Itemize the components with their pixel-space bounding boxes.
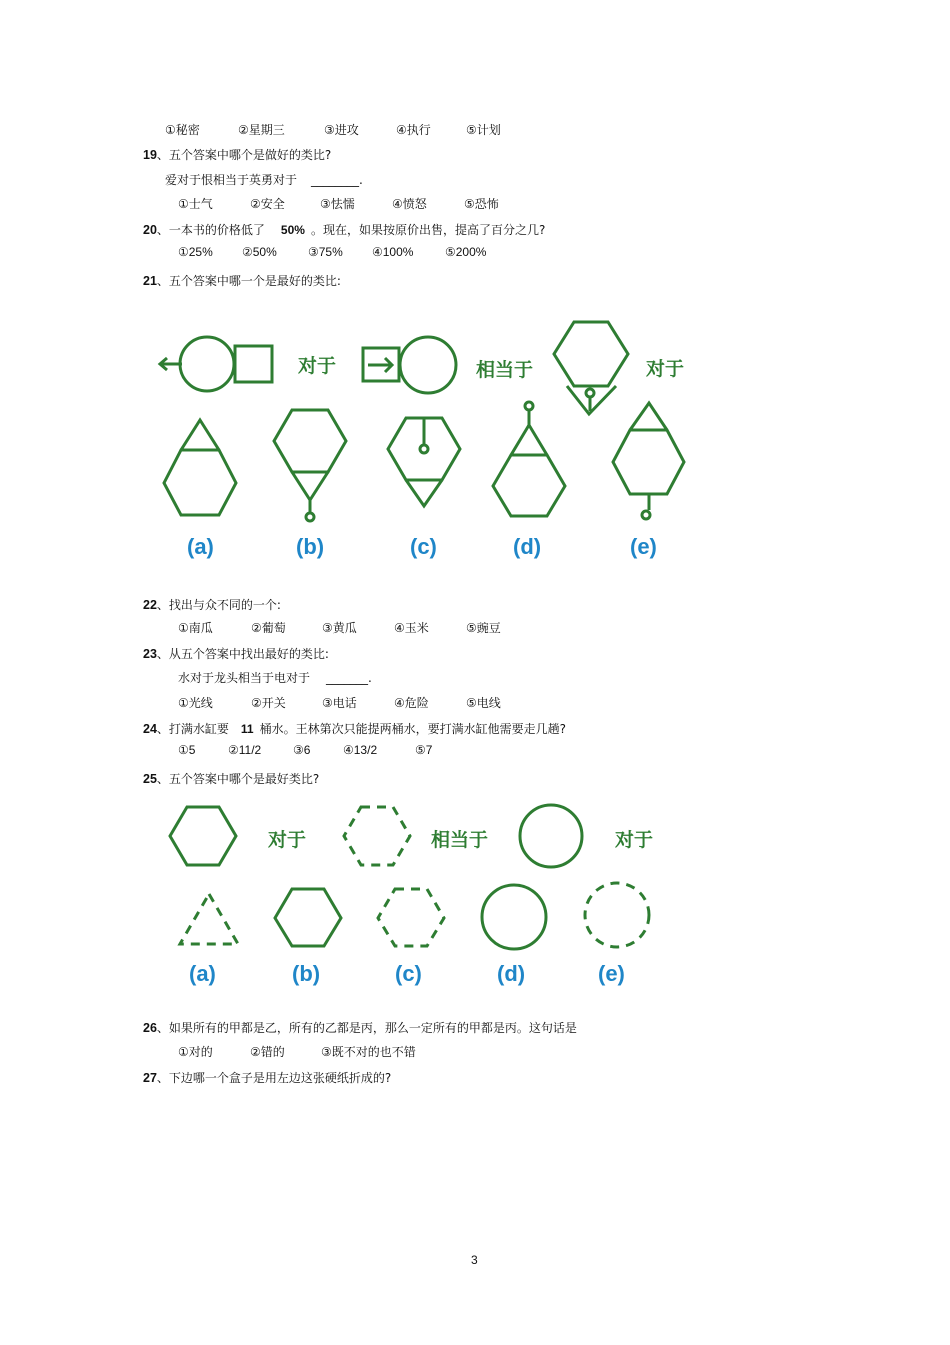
q24-option-2[interactable]: ②11/2 — [228, 743, 262, 757]
q26-option-1[interactable]: ①对的 — [178, 1045, 213, 1059]
q24-question — [143, 720, 566, 737]
q21-answer-c-figure — [388, 418, 460, 506]
q18-option-3[interactable]: ③进攻 — [324, 123, 359, 137]
q18-option-5[interactable]: ⑤计划 — [466, 123, 501, 137]
q19-question — [143, 146, 331, 163]
q23-option-2[interactable]: ②开关 — [251, 696, 286, 710]
q25-duiyu-1: 对于 — [268, 829, 307, 851]
q25-number: 25 — [143, 772, 157, 786]
q26-number: 26 — [143, 1021, 157, 1035]
q22-option-3[interactable]: ③黄瓜 — [322, 621, 357, 635]
q20-number: 20 — [143, 223, 157, 237]
q21-label-c[interactable]: (c) — [410, 534, 437, 559]
q25-label-b[interactable]: (b) — [292, 961, 321, 986]
q22-option-4[interactable]: ④玉米 — [394, 621, 429, 635]
q20-option-5[interactable]: ⑤200% — [445, 245, 487, 259]
q19-option-4[interactable]: ④愤怒 — [392, 197, 427, 211]
q23-blank: _______. — [326, 671, 372, 685]
q25-label-a[interactable]: (a) — [189, 961, 216, 986]
q25-label-c[interactable]: (c) — [395, 961, 422, 986]
q21-label-d[interactable]: (d) — [513, 534, 542, 559]
q23-option-3[interactable]: ③电话 — [322, 696, 357, 710]
q25-term-circle-solid — [520, 805, 582, 867]
q25-answer-a-figure — [180, 894, 238, 944]
q26-question — [143, 1019, 577, 1036]
q20-text-a: 、一本书的价格低了 — [156, 223, 265, 237]
q23-text: 、从五个答案中找出最好的类比: — [156, 647, 329, 661]
q25-label-d[interactable]: (d) — [497, 961, 526, 986]
q19-sub-text: 爱对于恨相当于英勇对于 — [165, 173, 298, 187]
q24-options — [178, 743, 432, 757]
q20-option-4[interactable]: ④100% — [372, 245, 414, 259]
q25-term-hexagon-solid — [170, 807, 236, 865]
q25-text: 、五个答案中哪个是最好类比? — [156, 772, 320, 786]
q21-xiangdangyu: 相当于 — [476, 359, 534, 381]
q19-option-3[interactable]: ③怯懦 — [320, 197, 355, 211]
q24-text-a: 、打满水缸要 — [156, 722, 229, 736]
q21-text: 、五个答案中哪一个是最好的类比: — [156, 274, 341, 288]
q24-number: 24 — [143, 722, 157, 736]
q26-options — [178, 1043, 416, 1060]
q20-text-b: 。现在，如果按原价出售，提高了百分之几? — [310, 223, 546, 237]
q22-options — [178, 619, 501, 636]
q22-option-5[interactable]: ⑤豌豆 — [466, 621, 501, 635]
q19-number: 19 — [143, 148, 157, 162]
q20-options — [178, 245, 486, 259]
q25-answer-d-figure — [482, 885, 546, 949]
q21-question — [143, 272, 341, 289]
q24-option-5[interactable]: ⑤7 — [415, 743, 433, 757]
q27-text: 、下边哪一个盒子是用左边这张硬纸折成的? — [156, 1071, 392, 1085]
q22-option-2[interactable]: ②葡萄 — [251, 621, 286, 635]
q18-option-2[interactable]: ②星期三 — [238, 123, 285, 137]
q21-duiyu-2: 对于 — [646, 358, 685, 380]
q23-option-1[interactable]: ①光线 — [178, 696, 213, 710]
q19-blank: ________. — [311, 173, 363, 187]
q23-question — [143, 645, 329, 662]
q25-label-e[interactable]: (e) — [598, 961, 625, 986]
q23-option-5[interactable]: ⑤电线 — [466, 696, 501, 710]
q25-duiyu-2: 对于 — [615, 829, 654, 851]
q20-option-3[interactable]: ③75% — [308, 245, 343, 259]
q22-option-1[interactable]: ①南瓜 — [178, 621, 213, 635]
q24-option-1[interactable]: ①5 — [178, 743, 196, 757]
q25-term-hexagon-dashed — [344, 807, 410, 865]
q21-answer-a-figure — [164, 420, 236, 515]
q21-answer-d-figure — [493, 402, 565, 516]
q25-question — [143, 770, 319, 787]
q20-option-1[interactable]: ①25% — [178, 245, 213, 259]
q26-option-3[interactable]: ③既不对的也不错 — [321, 1045, 416, 1059]
q25-figure — [0, 795, 950, 1005]
q21-label-e[interactable]: (e) — [630, 534, 657, 559]
q24-text-b: 桶水。王林第次只能提两桶水，要打满水缸他需要走几趟? — [259, 722, 566, 736]
q18-options — [165, 121, 501, 138]
q22-number: 22 — [143, 598, 157, 612]
q23-option-4[interactable]: ④危险 — [394, 696, 429, 710]
q20-option-2[interactable]: ②50% — [242, 245, 277, 259]
q24-value: 11 — [240, 722, 254, 736]
q25-answer-b-figure — [275, 889, 341, 946]
q21-answer-e-figure — [613, 403, 684, 519]
q23-number: 23 — [143, 647, 157, 661]
q20-value: 50% — [280, 223, 305, 237]
q20-question — [143, 221, 545, 238]
q19-option-2[interactable]: ②安全 — [250, 197, 285, 211]
q18-option-4[interactable]: ④执行 — [396, 123, 431, 137]
q19-sub — [165, 171, 363, 188]
q19-option-5[interactable]: ⑤恐怖 — [464, 197, 499, 211]
q21-figure — [0, 305, 950, 575]
q21-duiyu-1: 对于 — [298, 355, 337, 377]
q23-sub — [178, 669, 372, 686]
q22-question — [143, 596, 281, 613]
q22-text: 、找出与众不同的一个: — [156, 598, 281, 612]
q27-number: 27 — [143, 1071, 157, 1085]
q19-text: 、五个答案中哪个是做好的类比? — [156, 148, 332, 162]
q25-answer-c-figure — [378, 889, 444, 946]
q26-option-2[interactable]: ②错的 — [250, 1045, 285, 1059]
q21-term-1 — [160, 337, 272, 391]
q21-number: 21 — [143, 274, 157, 288]
q27-question — [143, 1069, 391, 1086]
q19-options — [178, 195, 499, 212]
q24-option-3[interactable]: ③6 — [293, 743, 311, 757]
q23-sub-text: 水对于龙头相当于电对于 — [178, 671, 311, 685]
q18-option-1[interactable]: ①秘密 — [165, 123, 200, 137]
q25-answer-e-figure — [585, 883, 649, 947]
q21-label-a[interactable]: (a) — [187, 534, 214, 559]
page-number: 3 — [471, 1253, 478, 1267]
q24-option-4[interactable]: ④13/2 — [343, 743, 378, 757]
q19-option-1[interactable]: ①士气 — [178, 197, 213, 211]
q21-term-3 — [554, 322, 628, 414]
q25-xiangdangyu: 相当于 — [431, 829, 489, 851]
q21-answer-b-figure — [274, 410, 346, 521]
q21-term-2 — [363, 337, 456, 393]
q23-options — [178, 694, 501, 711]
q26-text: 、如果所有的甲都是乙，所有的乙都是丙，那么一定所有的甲都是丙。这句话是 — [156, 1021, 577, 1035]
q21-label-b[interactable]: (b) — [296, 534, 325, 559]
